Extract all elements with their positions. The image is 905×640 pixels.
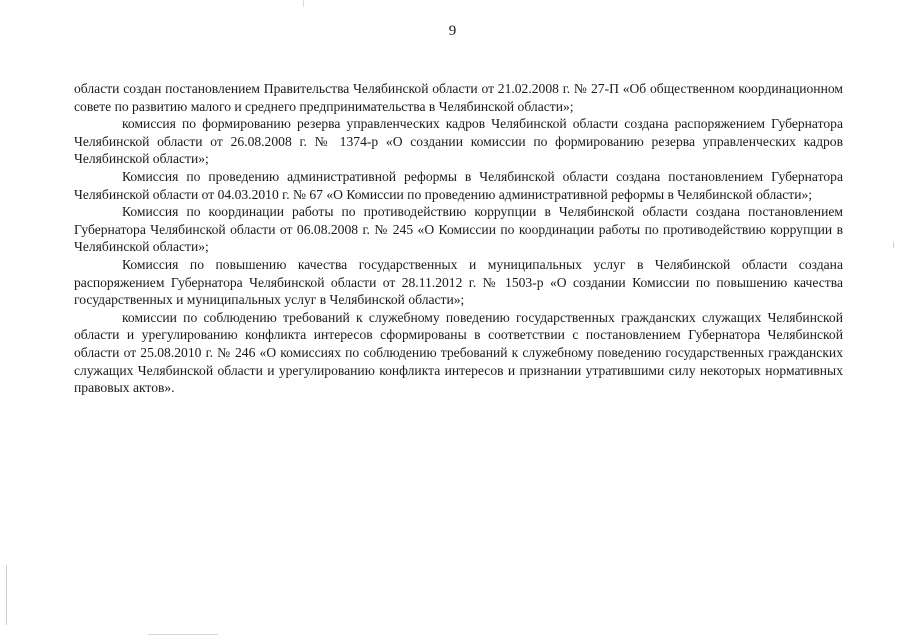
document-body — [74, 80, 843, 397]
scan-artifact-right — [893, 242, 894, 248]
paragraph-anticorruption-commission: Комиссия по координации работы по противодействию коррупции в Челябинской области создана постановлением Губернатора Челябинской области от 06.08.2008 г. № 245 «О Комиссии по координации работы по противодействию коррупции в Челябинской области»; — [74, 204, 843, 255]
scan-artifact-bottom — [148, 634, 218, 635]
scan-artifact-left — [6, 565, 7, 625]
page-number: 9 — [448, 23, 457, 39]
paragraph-conduct-commissions: комиссии по соблюдению требований к служебному поведению государственных гражданских служащих Челябинской области и урегулированию конфликта интересов сформированы в соответствии с постановлением Губернатора Челябинской области от 25.08.2010 г. № 246 «О комиссиях по соблюдению требований к служебному поведению государственных гражданских служащих Челябинской области и урегулированию конфликта интересов и признании утратившими силу некоторых нормативных правовых актов». — [74, 309, 843, 396]
paragraph-services-quality-commission: Комиссия по повышению качества государственных и муниципальных услуг в Челябинской области создана распоряжением Губернатора Челябинской области от 28.11.2012 г. № 1503-р «О создании Комиссии по повышению качества государственных и муниципальных услуг в Челябинской области»; — [74, 256, 843, 308]
scan-artifact-top — [303, 0, 304, 7]
paragraph-reserve-commission: комиссия по формированию резерва управленческих кадров Челябинской области создана распоряжением Губернатора Челябинской области от 26.08.2008 г. № 1374-р «О создании комиссии по формированию резерва управленческих кадров Челябинской области»; — [74, 116, 843, 167]
paragraph-admin-reform-commission: Комиссия по проведению административной реформы в Челябинской области создана постановлением Губернатора Челябинской области от 04.03.2010 г. № 67 «О Комиссии по проведению административной реформы в Челябинской области»; — [74, 168, 843, 202]
paragraph-continuation: области создан постановлением Правительства Челябинской области от 21.02.2008 г. № 27-П «Об общественном координационном совете по развитию малого и среднего предпринимательства в Челябинской области»; — [74, 81, 843, 114]
